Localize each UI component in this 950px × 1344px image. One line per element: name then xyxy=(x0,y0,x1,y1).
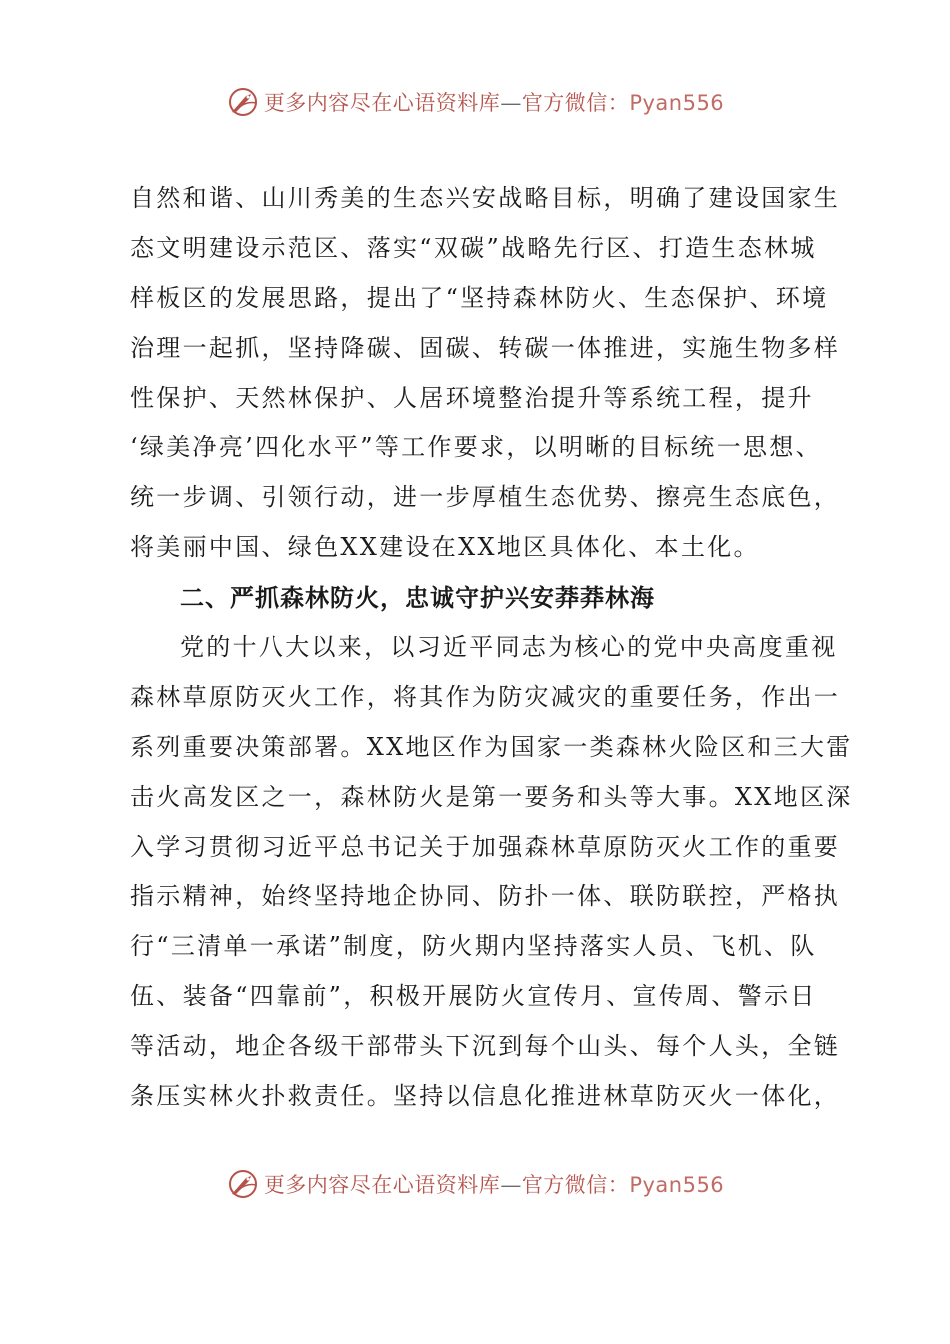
body-line: 指示精神，始终坚持地企协同、防扑一体、联防联控，严格执 xyxy=(130,882,841,911)
body-line: 党的十八大以来，以习近平同志为核心的党中央高度重视 xyxy=(180,633,838,662)
section-heading: 二、严抓森林防火，忠诚守护兴安莽莽林海 xyxy=(180,583,655,613)
document-body xyxy=(130,174,853,1122)
body-line: 治理一起抓，坚持降碳、固碳、转碳一体推进，实施生物多样 xyxy=(130,333,841,362)
body-line: 性保护、天然林保护、人居环境整治提升等系统工程，提升 xyxy=(130,383,814,412)
footer-watermark xyxy=(0,1164,950,1204)
watermark-separator: — xyxy=(500,1173,522,1197)
watermark-text xyxy=(264,87,724,117)
watermark-separator: — xyxy=(500,91,522,115)
body-line: 伍、装备“四靠前”，积极开展防火宣传月、宣传周、警示日 xyxy=(130,982,817,1011)
watermark-wechat-id: Pyan556 xyxy=(629,91,725,115)
body-line: 系列重要决策部署。XX地区作为国家一类森林火险区和三大雷 xyxy=(130,732,853,761)
pen-nib-logo-icon xyxy=(226,1167,260,1201)
header-watermark xyxy=(0,82,950,122)
body-line: 行“三清单一承诺”制度，防火期内坚持落实人员、飞机、队 xyxy=(130,932,817,961)
body-line: 统一步调、引领行动，进一步厚植生态优势、擦亮生态底色， xyxy=(130,483,841,512)
body-line: 将美丽中国、绿色XX建设在XX地区具体化、本土化。 xyxy=(130,533,760,562)
watermark-main: 更多内容尽在心语资料库 xyxy=(263,91,501,115)
watermark-wechat-id: Pyan556 xyxy=(629,1173,725,1197)
body-line: 自然和谐、山川秀美的生态兴安战略目标，明确了建设国家生 xyxy=(130,184,841,212)
watermark-main: 更多内容尽在心语资料库 xyxy=(263,1173,501,1197)
watermark-suffix: 官方微信： xyxy=(521,91,630,115)
body-line: 击火高发区之一，森林防火是第一要务和头等大事。XX地区深 xyxy=(130,782,853,811)
body-line: 入学习贯彻习近平总书记关于加强森林草原防灭火工作的重要 xyxy=(130,832,841,861)
body-line: 态文明建设示范区、落实“双碳”战略先行区、打造生态林城 xyxy=(130,233,817,262)
body-line: 等活动，地企各级干部带头下沉到每个山头、每个人头，全链 xyxy=(130,1032,841,1061)
body-line: ‘绿美净亮’四化水平”等工作要求，以明晰的目标统一思想、 xyxy=(130,433,822,462)
watermark-suffix: 官方微信： xyxy=(521,1173,630,1197)
watermark-text xyxy=(264,1169,724,1199)
body-line: 森林草原防灭火工作，将其作为防灾减灾的重要任务，作出一 xyxy=(130,682,841,711)
body-line: 样板区的发展思路，提出了“坚持森林防火、生态保护、环境 xyxy=(130,283,829,312)
body-line: 条压实林火扑救责任。坚持以信息化推进林草防灭火一体化， xyxy=(130,1082,841,1111)
pen-nib-logo-icon xyxy=(226,85,260,119)
